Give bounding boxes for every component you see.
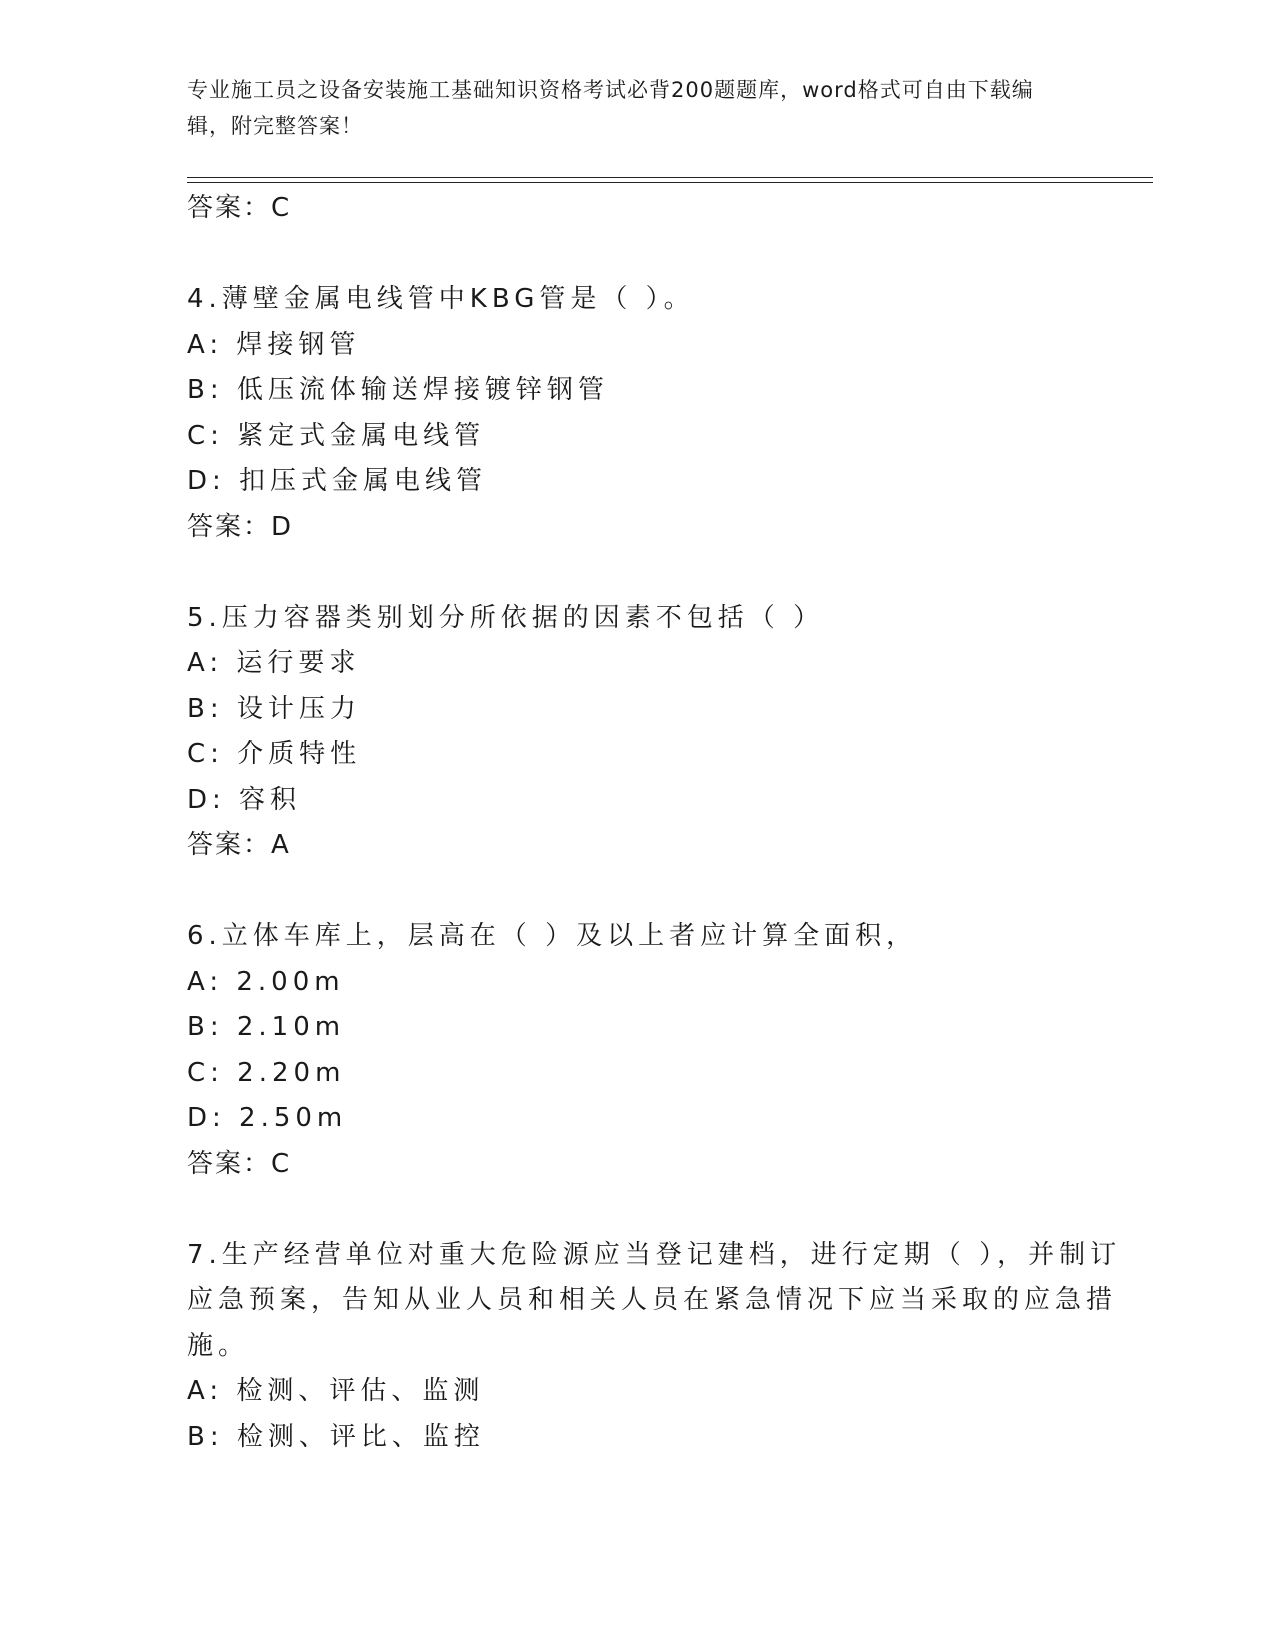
option-b: B: 2.10m (187, 1012, 346, 1042)
answer-line: 答案：C (187, 1148, 292, 1179)
option-a: A: 2.00m (187, 966, 345, 997)
question-text: 4.薄壁金属电线管中KBG管是（ ）。 (187, 284, 695, 314)
option-d: D: 2.50m (187, 1103, 348, 1133)
option-b: B: 低压流体输送焊接镀锌钢管 (187, 375, 609, 405)
option-c: C: 紧定式金属电线管 (187, 420, 486, 451)
question-5 (187, 596, 1087, 869)
question-7 (187, 1233, 1122, 1461)
option-a: A: 检测、评估、监测 (187, 1376, 485, 1406)
question-text: 6.立体车库上，层高在（ ）及以上者应计算全面积， (187, 921, 918, 951)
option-b: B: 设计压力 (187, 693, 361, 724)
option-a: A: 运行要求 (187, 648, 361, 678)
question-text-line: 施。 (187, 1330, 250, 1361)
option-c: C: 2.20m (187, 1057, 346, 1088)
header-rule-bottom (187, 182, 1153, 183)
question-text-line: 应急预案，告知从业人员和相关人员在紧急情况下应当采取的应急措 (187, 1285, 1118, 1315)
question-list (187, 186, 1122, 1460)
question-text: 5.压力容器类别划分所依据的因素不包括（ ） (187, 602, 825, 633)
question-4 (187, 277, 1087, 550)
header-rule-top (187, 177, 1153, 178)
option-d: D: 扣压式金属电线管 (187, 466, 488, 496)
answer-line: 答案：C (187, 193, 292, 223)
answer-line: 答案：A (187, 830, 291, 860)
question-6 (187, 914, 1087, 1187)
option-b: B: 检测、评比、监控 (187, 1421, 485, 1452)
option-c: C: 介质特性 (187, 739, 362, 769)
document-header: 专业施工员之设备安装施工基础知识资格考试必背200题题库，word格式可自由下载编辑，附完整答案！ (187, 78, 1034, 138)
question-text-line: 7.生产经营单位对重大危险源应当登记建档，进行定期（ ），并制订 (187, 1239, 1122, 1270)
option-d: D: 容积 (187, 784, 302, 815)
option-a: A: 焊接钢管 (187, 329, 361, 360)
answer-line: 答案：D (187, 511, 294, 542)
